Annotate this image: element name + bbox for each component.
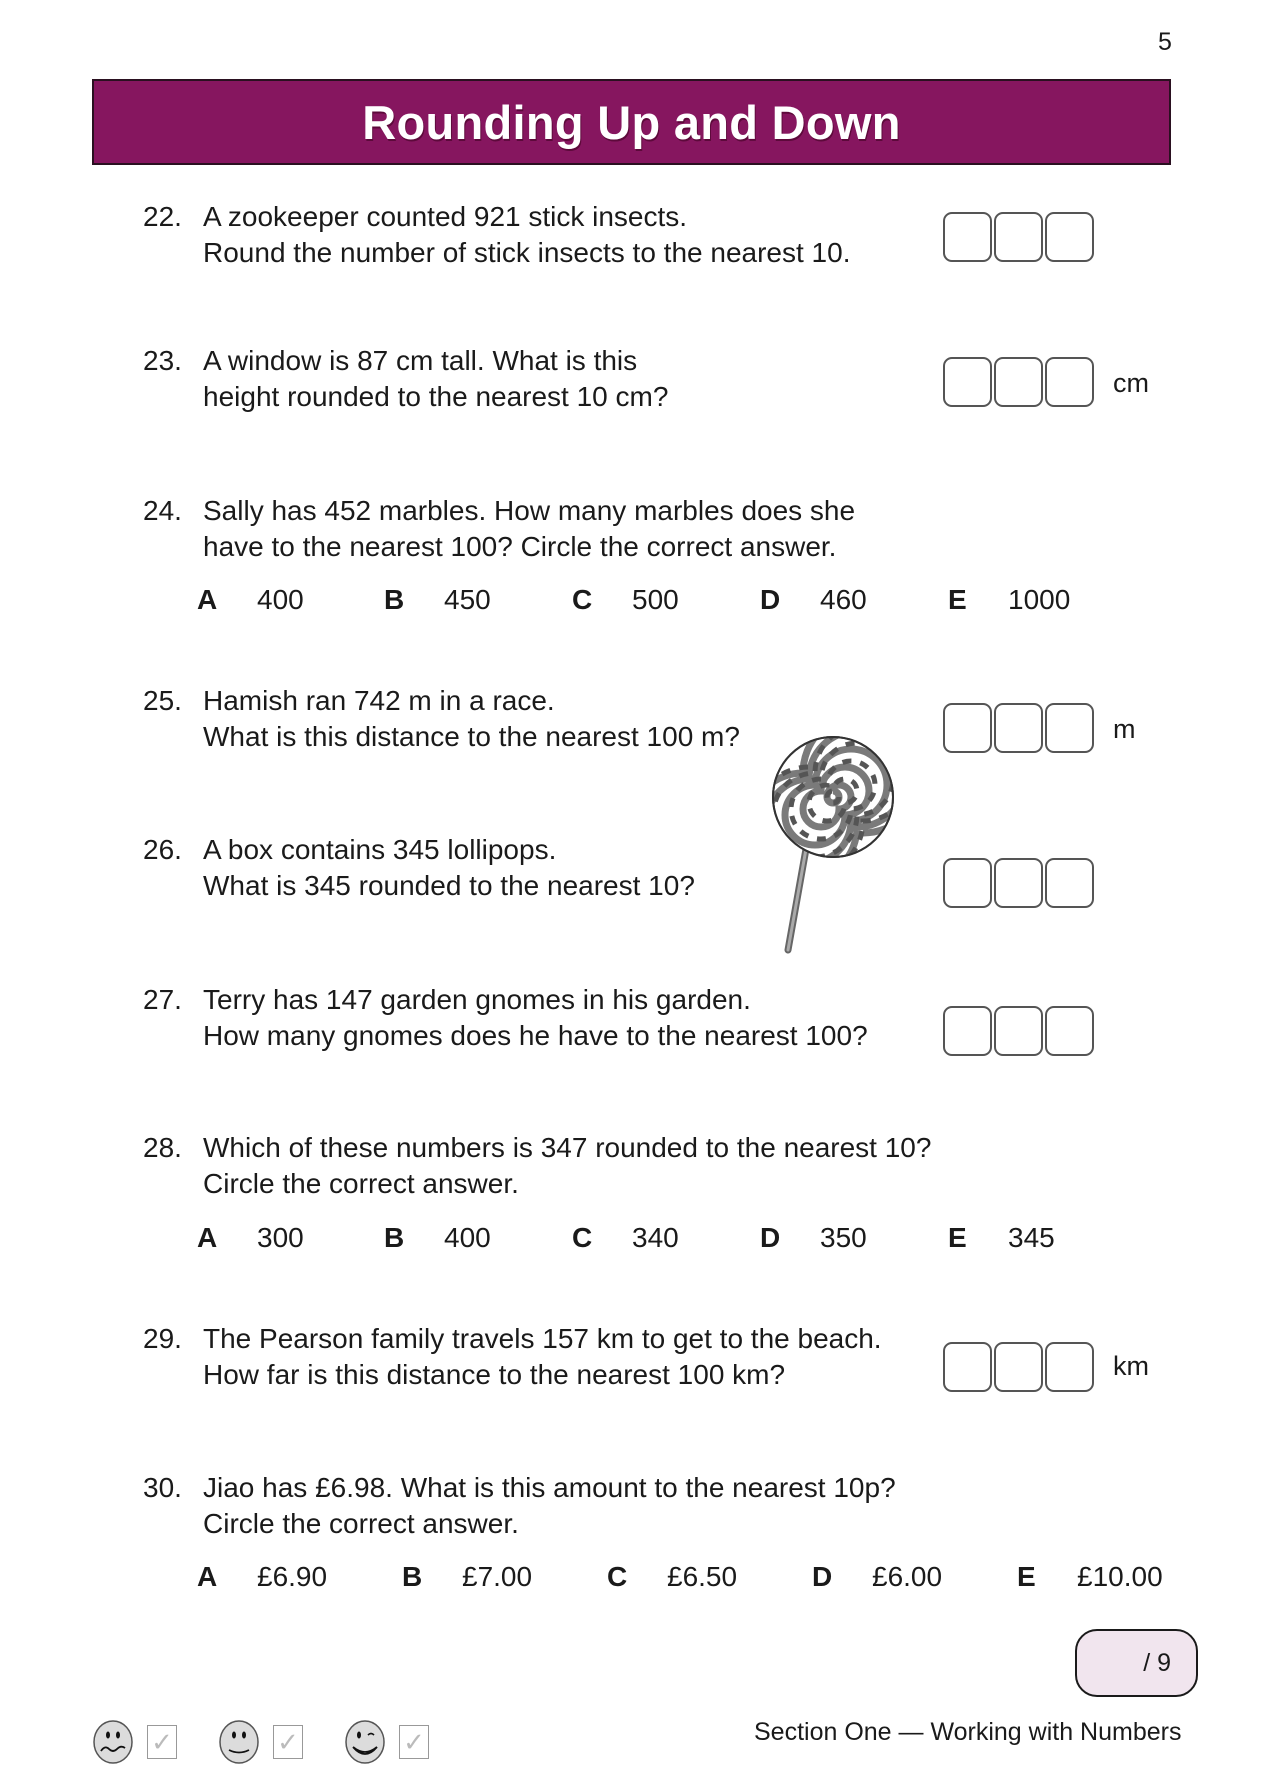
neutral-face-icon[interactable] <box>218 1720 260 1764</box>
question-text-line: How far is this distance to the nearest 100 km? <box>203 1359 786 1390</box>
digit-box[interactable] <box>994 1342 1043 1392</box>
option-a[interactable]: A 400 <box>197 584 304 615</box>
options-24 <box>197 584 1070 616</box>
question-number: 28. <box>143 1132 182 1163</box>
self-assessment <box>92 1720 429 1764</box>
unit-label: km <box>1113 1351 1149 1381</box>
question-text-line: A zookeeper counted 921 stick insects. <box>203 201 688 232</box>
lollipop-icon <box>760 725 910 965</box>
digit-box[interactable] <box>943 703 992 753</box>
question-text-line: A window is 87 cm tall. What is this <box>203 345 638 376</box>
option-b[interactable]: B 450 <box>384 584 491 615</box>
question-text-line: height rounded to the nearest 10 cm? <box>203 381 669 412</box>
question-text-line: Hamish ran 742 m in a race. <box>203 685 555 716</box>
score-total: / 9 <box>1143 1648 1171 1677</box>
question-22 <box>143 201 850 269</box>
answer-boxes-27[interactable] <box>943 1006 1096 1056</box>
question-23 <box>143 345 668 413</box>
digit-box[interactable] <box>1045 703 1094 753</box>
score-box[interactable] <box>1075 1629 1198 1697</box>
option-c[interactable]: C £6.50 <box>607 1561 738 1592</box>
sad-face-icon[interactable] <box>92 1720 134 1764</box>
option-e[interactable]: E £10.00 <box>1017 1561 1163 1592</box>
options-28 <box>197 1222 1055 1254</box>
option-a[interactable]: A £6.90 <box>197 1561 328 1592</box>
question-number: 29. <box>143 1323 182 1354</box>
question-24 <box>143 495 855 563</box>
checkbox[interactable]: ✓ <box>399 1725 429 1759</box>
question-28 <box>143 1132 931 1200</box>
title-banner <box>92 79 1171 165</box>
digit-box[interactable] <box>1045 1342 1094 1392</box>
page-title: Rounding Up and Down <box>362 95 901 149</box>
digit-box[interactable] <box>994 357 1043 407</box>
options-30 <box>197 1561 1163 1593</box>
option-c[interactable]: C 500 <box>572 584 679 615</box>
question-text-line: How many gnomes does he have to the nearest 100? <box>203 1020 868 1051</box>
digit-box[interactable] <box>994 1006 1043 1056</box>
option-c[interactable]: C 340 <box>572 1222 679 1253</box>
question-text-line: A box contains 345 lollipops. <box>203 834 557 865</box>
option-a[interactable]: A 300 <box>197 1222 304 1253</box>
digit-box[interactable] <box>1045 1006 1094 1056</box>
question-number: 27. <box>143 984 182 1015</box>
question-27 <box>143 984 868 1052</box>
question-30 <box>143 1472 896 1540</box>
question-text-line: Which of these numbers is 347 rounded to the nearest 10? <box>203 1132 932 1163</box>
digit-box[interactable] <box>943 1342 992 1392</box>
question-number: 22. <box>143 201 182 232</box>
digit-box[interactable] <box>943 858 992 908</box>
option-b[interactable]: B £7.00 <box>402 1561 533 1592</box>
digit-box[interactable] <box>1045 212 1094 262</box>
digit-box[interactable] <box>943 212 992 262</box>
question-text-line: Circle the correct answer. <box>203 1508 519 1539</box>
answer-boxes-25[interactable] <box>943 703 1096 753</box>
digit-box[interactable] <box>1045 858 1094 908</box>
question-text-line: Round the number of stick insects to the nearest 10. <box>203 237 851 268</box>
question-number: 23. <box>143 345 182 376</box>
option-b[interactable]: B 400 <box>384 1222 491 1253</box>
option-d[interactable]: D 350 <box>760 1222 867 1253</box>
question-text-line: have to the nearest 100? Circle the correct answer. <box>203 531 837 562</box>
question-text-line: Jiao has £6.98. What is this amount to the nearest 10p? <box>203 1472 896 1503</box>
digit-box[interactable] <box>994 703 1043 753</box>
section-footer: Section One — Working with Numbers <box>754 1718 1182 1746</box>
digit-box[interactable] <box>1045 357 1094 407</box>
digit-box[interactable] <box>943 357 992 407</box>
question-number: 24. <box>143 495 182 526</box>
page-number: 5 <box>1158 28 1172 56</box>
digit-box[interactable] <box>994 858 1043 908</box>
question-text-line: What is 345 rounded to the nearest 10? <box>203 870 695 901</box>
option-d[interactable]: D 460 <box>760 584 867 615</box>
happy-wink-face-icon[interactable] <box>344 1720 386 1764</box>
unit-label: m <box>1113 714 1136 744</box>
question-25 <box>143 685 740 753</box>
answer-boxes-22[interactable] <box>943 212 1096 262</box>
question-26 <box>143 834 695 902</box>
answer-boxes-23[interactable] <box>943 357 1096 407</box>
checkbox[interactable]: ✓ <box>273 1725 303 1759</box>
question-text-line: Terry has 147 garden gnomes in his garden. <box>203 984 751 1015</box>
checkbox[interactable]: ✓ <box>147 1725 177 1759</box>
digit-box[interactable] <box>994 212 1043 262</box>
question-number: 25. <box>143 685 182 716</box>
question-text-line: What is this distance to the nearest 100 m? <box>203 721 740 752</box>
answer-boxes-29[interactable] <box>943 1342 1096 1392</box>
option-e[interactable]: E 345 <box>948 1222 1055 1253</box>
question-29 <box>143 1323 882 1391</box>
question-number: 26. <box>143 834 182 865</box>
question-text-line: The Pearson family travels 157 km to get to the beach. <box>203 1323 882 1354</box>
question-number: 30. <box>143 1472 182 1503</box>
answer-boxes-26[interactable] <box>943 858 1096 908</box>
option-e[interactable]: E 1000 <box>948 584 1071 615</box>
question-text-line: Sally has 452 marbles. How many marbles does she <box>203 495 856 526</box>
digit-box[interactable] <box>943 1006 992 1056</box>
unit-label: cm <box>1113 368 1149 398</box>
option-d[interactable]: D £6.00 <box>812 1561 943 1592</box>
question-text-line: Circle the correct answer. <box>203 1168 519 1199</box>
